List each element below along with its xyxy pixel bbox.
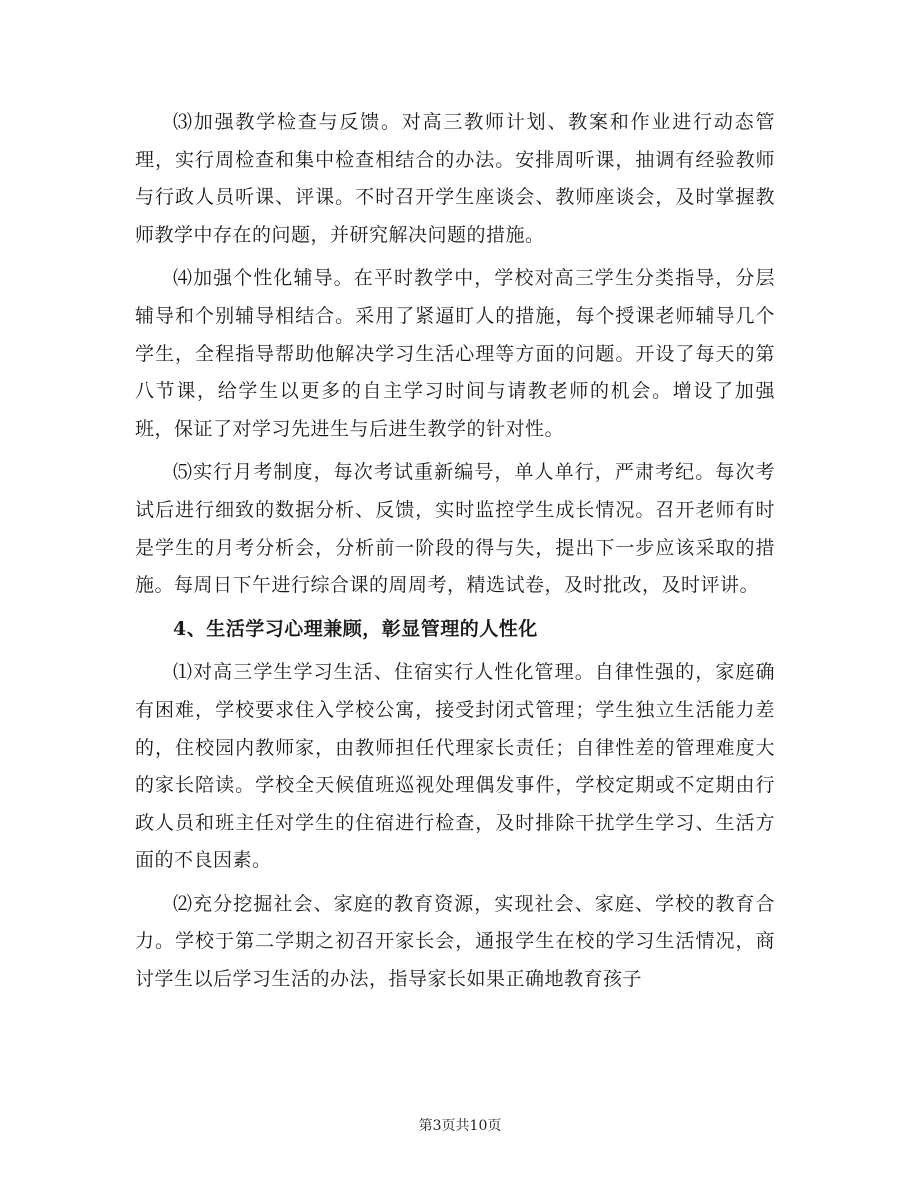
section-heading: 4、生活学习心理兼顾，彰显管理的人性化 [173,617,538,640]
paragraph-education-resources: ⑵充分挖掘社会、家庭的教育资源，实现社会、家庭、学校的教育合力。学校于第二学期之初召开家长会，通报学生在校的学习生活情况，商讨学生以后学习生活的办法，指导家长如果正确地教育孩子 [135,892,775,991]
document-body [135,104,775,1005]
paragraph-inspection-feedback: ⑶加强教学检查与反馈。对高三教师计划、教案和作业进行动态管理，实行周检查和集中检查相结合的办法。安排周听课，抽调有经验教师与行政人员听课、评课。不时召开学生座谈会、教师座谈会，及时掌握教师教学中存在的问题，并研究解决问题的措施。 [135,111,775,246]
page-number: 第3页共10页 [418,1118,502,1134]
paragraph-individual-tutoring: ⑷加强个性化辅导。在平时教学中，学校对高三学生分类指导，分层辅导和个别辅导相结合。采用了紧逼盯人的措施，每个授课老师辅导几个学生，全程指导帮助他解决学习生活心理等方面的问题。开设了每天的第八节课，给学生以更多的自主学习时间与请教老师的机会。增设了加强班，保证了对学习先进生与后进生教学的针对性。 [135,267,775,440]
paragraph-humanized-management: ⑴对高三学生学习生活、住宿实行人性化管理。自律性强的，家庭确有困难，学校要求住入学校公寓，接受封闭式管理；学生独立生活能力差的，住校园内教师家，由教师担任代理家长责任；自律性差的管理难度大的家长陪读。学校全天候值班巡视处理偶发事件，学校定期或不定期由行政人员和班主任对学生的住宿进行检查，及时排除干扰学生学习、生活方面的不良因素。 [135,661,775,872]
paragraph-monthly-exam: ⑸实行月考制度，每次考试重新编号，单人单行，严肃考纪。每次考试后进行细致的数据分析、反馈，实时监控学生成长情况。召开老师有时是学生的月考分析会，分析前一阶段的得与失，提出下一步应该采取的措施。每周日下午进行综合课的周周考，精选试卷，及时批改，及时评讲。 [135,461,775,597]
